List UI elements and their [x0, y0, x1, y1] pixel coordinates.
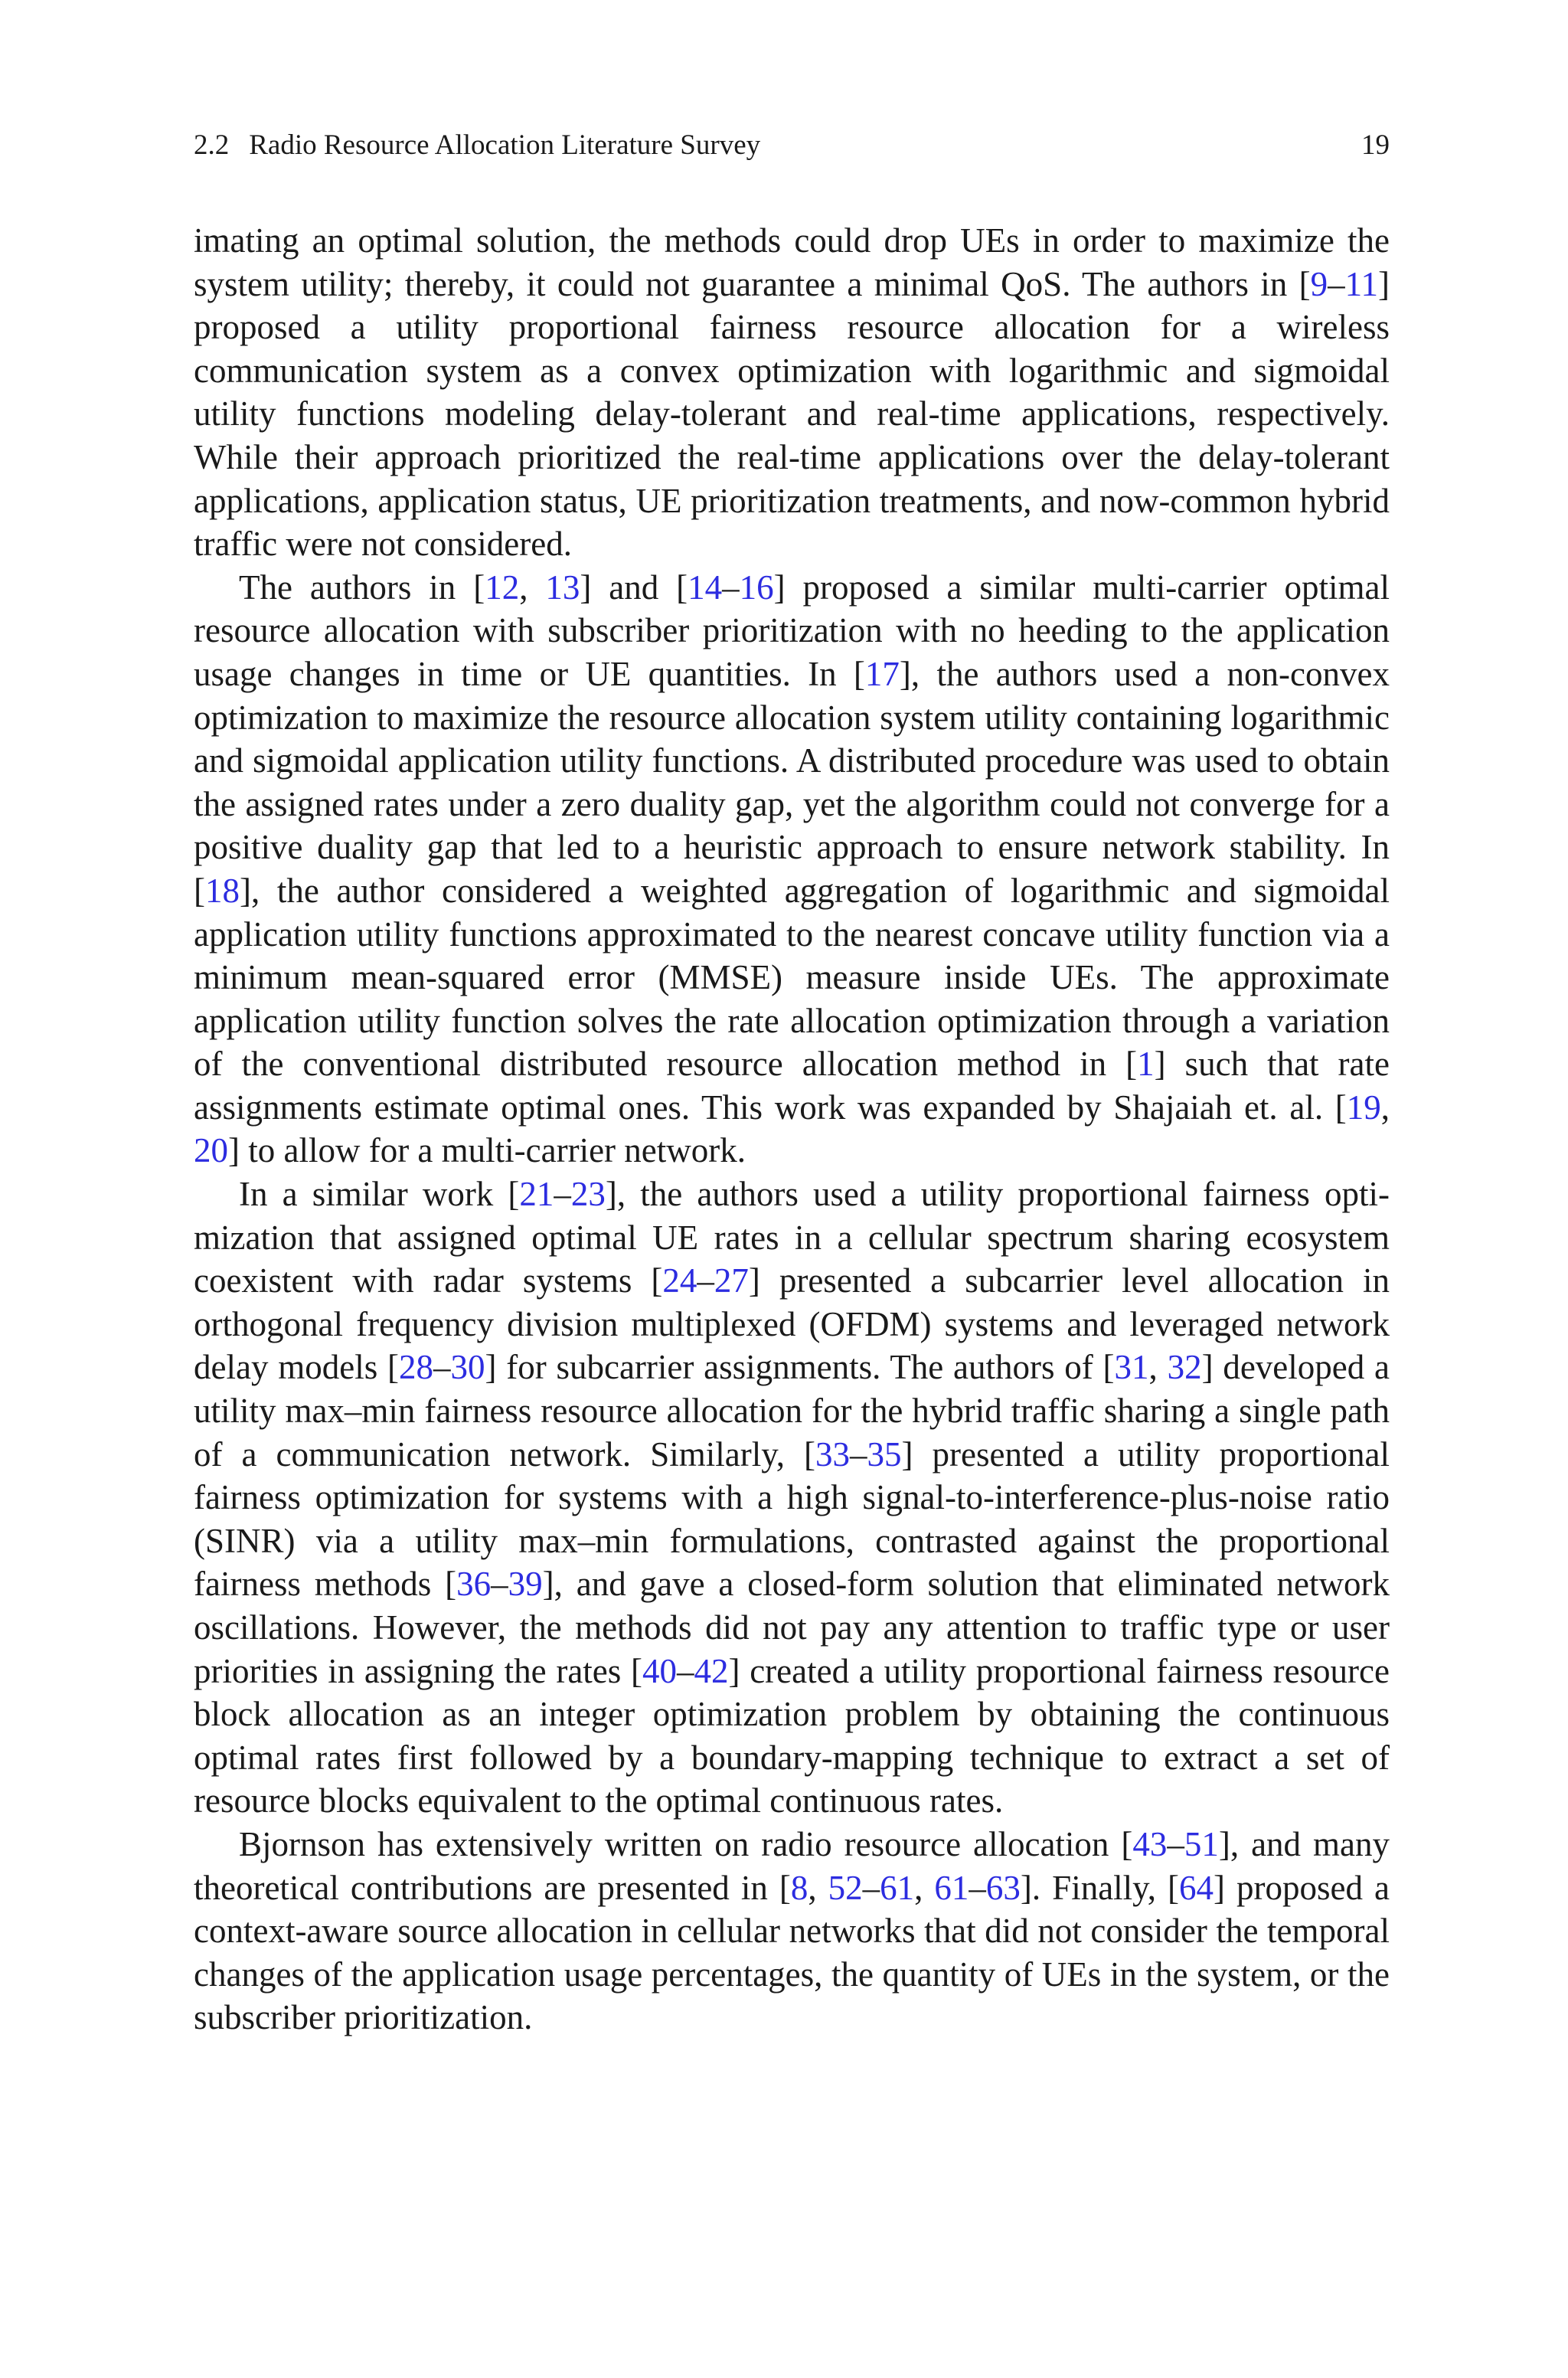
paragraph-text: ,	[1380, 1088, 1390, 1127]
citation-link[interactable]: 64	[1179, 1868, 1214, 1907]
paragraph-text: The authors in [	[239, 568, 485, 607]
citation-link[interactable]: 51	[1184, 1824, 1219, 1863]
paragraph-text: ], the authors used a non-convex optimization to maximize the resource allocation system utility containing logarithmic and sigmoidal application utility functions. A distributed procedure was used to obtain the assigned rates under a zero duality gap, yet the algorithm could not converge for a positive duality gap that led to a heuristic approach to ensure network stability. In [	[194, 654, 1390, 910]
paragraph-text: ] presented a utility proportional fairness optimization for systems with a high signal-to-interference-plus-noise ratio (SINR) via a utility max–min formulations, contrasted against the proportional fairness methods [	[194, 1434, 1390, 1604]
section-heading	[194, 127, 760, 164]
citation-link[interactable]: 17	[864, 654, 900, 693]
citation-link[interactable]: 43	[1132, 1824, 1168, 1863]
citation-link[interactable]: 35	[867, 1434, 902, 1474]
paragraph-text: ,	[519, 568, 546, 607]
paragraph-text: –	[554, 1175, 571, 1214]
paragraph-text: imating an optimal solution, the methods could drop UEs in order to maximize the system utility; thereby, it could not guarantee a minimal QoS. The authors in [	[194, 221, 1390, 303]
paragraph-text: ] presented a subcarrier level allocation in orthogonal frequency division multiplexed (OFDM) systems and leveraged network delay models [	[194, 1261, 1390, 1387]
section-title: Radio Resource Allocation Literature Survey	[249, 129, 761, 161]
citation-link[interactable]: 23	[570, 1175, 606, 1214]
citation-link[interactable]: 1	[1137, 1045, 1155, 1084]
citation-link[interactable]: 36	[456, 1565, 492, 1604]
paragraph-text: ] proposed a utility proportional fairness resource allocation for a wireless communication system as a convex optimization with logarithmic and sigmoidal utility functions modeling delay-tolerant and real-time applications, respectively. While their approach prioritized the real-time applications over the delay-tolerant applications, application status, UE prioritization treatments, and now-common hybrid traffic were not considered.	[194, 264, 1390, 564]
paragraph-text: ], the authors used a utility proportional fairness optimization that assigned optimal UE rates in a cellular spectrum sharing ecosystem coexistent with radar systems [	[194, 1175, 1390, 1300]
paragraph-text: ], and many theoretical contributions are presented in [	[194, 1824, 1390, 1907]
paragraph-text: ] proposed a context-aware source allocation in cellular networks that did not consider the temporal changes of the application usage percentages, the quantity of UEs in the system, or the subscriber prioritization.	[194, 1868, 1390, 2037]
paragraph-text: ]. Finally, [	[1020, 1868, 1180, 1907]
citation-link[interactable]: 30	[450, 1348, 485, 1387]
citation-link[interactable]: 31	[1114, 1348, 1149, 1387]
paragraph-text: ], the author considered a weighted aggregation of logarithmic and sigmoidal application utility functions approximated to the nearest concave utility function via a minimum mean-squared error (MMSE) measure inside UEs. The approximate application utility function solves the rate allocation optimization through a variation of the conventional distributed resource allocation method in [	[194, 871, 1390, 1084]
citation-link[interactable]: 21	[519, 1175, 554, 1214]
citation-link[interactable]: 12	[485, 568, 520, 607]
paragraph-text: –	[850, 1434, 867, 1474]
citation-link[interactable]: 63	[985, 1868, 1021, 1907]
citation-link[interactable]: 19	[1346, 1088, 1381, 1127]
citation-link[interactable]: 27	[714, 1261, 749, 1300]
citation-link[interactable]: 42	[694, 1651, 729, 1690]
citation-link[interactable]: 14	[688, 568, 723, 607]
paragraph-text: ] developed a utility max–min fairness resource allocation for the hybrid traffic sharing a single path of a communication network. Similarly, [	[194, 1348, 1390, 1474]
paragraph-text: –	[677, 1651, 694, 1690]
paragraph-text: –	[1167, 1824, 1184, 1863]
citation-link[interactable]: 9	[1310, 264, 1328, 303]
paragraph-text: –	[433, 1348, 451, 1387]
citation-link[interactable]: 40	[642, 1651, 677, 1690]
paragraph-text: ,	[914, 1868, 935, 1907]
paragraph-text: ] such that rate assignments estimate optimal ones. This work was expanded by Shajaiah et. al. [	[194, 1045, 1390, 1127]
paragraph	[194, 1173, 1390, 1823]
citation-link[interactable]: 20	[194, 1131, 228, 1170]
paragraph-text: Bjornson has extensively written on radio resource allocation [	[239, 1824, 1133, 1863]
paragraph-text: ] to allow for a multi-carrier network.	[228, 1131, 746, 1170]
paragraph-text: ] created a utility proportional fairness resource block allocation as an integer optimization problem by obtaining the continuous optimal rates first followed by a boundary-mapping technique to extract a set of resource blocks equivalent to the optimal continuous rates.	[194, 1651, 1390, 1820]
paragraph-text: –	[722, 568, 740, 607]
paragraph-text: ,	[808, 1868, 828, 1907]
citation-link[interactable]: 61	[934, 1868, 969, 1907]
citation-link[interactable]: 32	[1167, 1348, 1202, 1387]
running-head	[194, 127, 1390, 164]
citation-link[interactable]: 28	[398, 1348, 433, 1387]
citation-link[interactable]: 16	[739, 568, 774, 607]
body-text	[194, 219, 1390, 2039]
citation-link[interactable]: 39	[508, 1565, 543, 1604]
paragraph	[194, 566, 1390, 1173]
citation-link[interactable]: 61	[880, 1868, 915, 1907]
citation-link[interactable]: 24	[662, 1261, 697, 1300]
paragraph-text: ,	[1148, 1348, 1168, 1387]
citation-link[interactable]: 11	[1344, 264, 1378, 303]
paragraph-text: –	[697, 1261, 714, 1300]
citation-link[interactable]: 18	[205, 871, 240, 910]
citation-link[interactable]: 8	[790, 1868, 808, 1907]
citation-link[interactable]: 13	[545, 568, 580, 607]
citation-link[interactable]: 33	[815, 1434, 851, 1474]
paragraph-text: –	[1328, 264, 1345, 303]
paragraph	[194, 1823, 1390, 2039]
citation-link[interactable]: 52	[828, 1868, 863, 1907]
paragraph-text: In a similar work [	[239, 1175, 520, 1214]
paragraph-text: ] for subcarrier assignments. The authors of [	[485, 1348, 1115, 1387]
paragraph	[194, 219, 1390, 566]
paragraph-text: –	[969, 1868, 986, 1907]
paragraph-text: ], and gave a closed-form solution that eliminated network oscillations. However, the methods did not pay any attention to traffic type or user priorities in assigning the rates [	[194, 1565, 1390, 1690]
paragraph-text: ] and [	[580, 568, 688, 607]
section-number: 2.2	[194, 129, 230, 161]
paragraph-text: –	[862, 1868, 880, 1907]
page-number: 19	[1361, 129, 1390, 161]
paragraph-text: ] proposed a similar multi-carrier optimal resource allocation with subscriber prioritization with no heeding to the application usage changes in time or UE quantities. In [	[194, 568, 1390, 693]
paragraph-text: –	[491, 1565, 508, 1604]
